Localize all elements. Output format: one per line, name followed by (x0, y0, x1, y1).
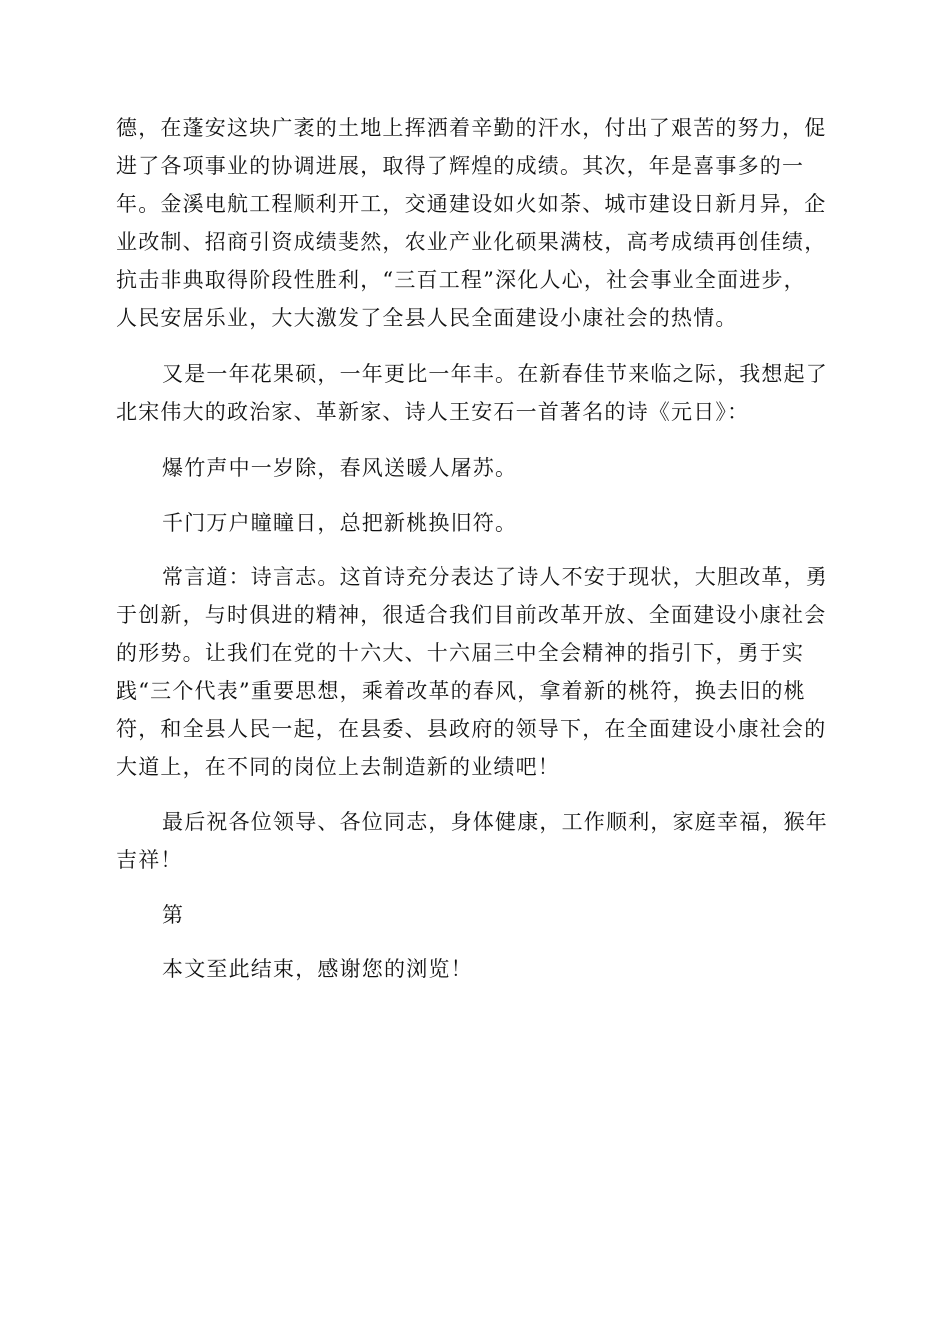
poem-line-1: 爆竹声中一岁除，春风送暖人屠苏。 (162, 456, 518, 480)
paragraph-5-line-2: 于创新，与时俱进的精神，很适合我们目前改革开放、全面建设小康社会 (116, 603, 827, 627)
paragraph-5-line-4: 践“三个代表”重要思想，乘着改革的春风，拿着新的桃符，换去旧的桃 (116, 679, 806, 703)
paragraph-5-line-1: 常言道：诗言志。这首诗充分表达了诗人不安于现状，大胆改革，勇 (162, 565, 828, 589)
paragraph-5-line-6: 大道上，在不同的岗位上去制造新的业绩吧！ (116, 755, 560, 779)
paragraph-2-line-1: 又是一年花果硕，一年更比一年丰。在新春佳节来临之际，我想起了 (162, 362, 828, 386)
paragraph-1-line-6: 人民安居乐业，大大激发了全县人民全面建设小康社会的热情。 (116, 306, 738, 330)
paragraph-2-line-2: 北宋伟大的政治家、革新家、诗人王安石一首著名的诗《元日》： (116, 400, 750, 424)
paragraph-7-line-1: 第 (162, 903, 185, 927)
paragraph-5-line-5: 符，和全县人民一起，在县委、县政府的领导下，在全面建设小康社会的 (116, 717, 827, 741)
paragraph-1-line-4: 业改制、招商引资成绩斐然，农业产业化硕果满枝，高考成绩再创佳绩， (116, 230, 827, 254)
paragraph-1-line-3: 年。金溪电航工程顺利开工，交通建设如火如荼、城市建设日新月异，企 (116, 192, 827, 216)
paragraph-6-line-2: 吉祥！ (116, 848, 183, 872)
paragraph-1-line-1: 德，在蓬安这块广袤的土地上挥洒着辛勤的汗水，付出了艰苦的努力，促 (116, 116, 827, 140)
closing-line: 本文至此结束，感谢您的浏览！ (162, 957, 473, 981)
paragraph-5-line-3: 的形势。让我们在党的十六大、十六届三中全会精神的指引下，勇于实 (116, 641, 805, 665)
paragraph-6-line-1: 最后祝各位领导、各位同志，身体健康，工作顺利，家庭幸福，猴年 (162, 810, 828, 834)
poem-line-2: 千门万户瞳瞳日，总把新桃换旧符。 (162, 511, 518, 535)
paragraph-1-line-2: 进了各项事业的协调进展，取得了辉煌的成绩。其次，年是喜事多的一 (116, 154, 805, 178)
paragraph-1-line-5: 抗击非典取得阶段性胜利，“三百工程”深化人心，社会事业全面进步， (116, 268, 806, 292)
